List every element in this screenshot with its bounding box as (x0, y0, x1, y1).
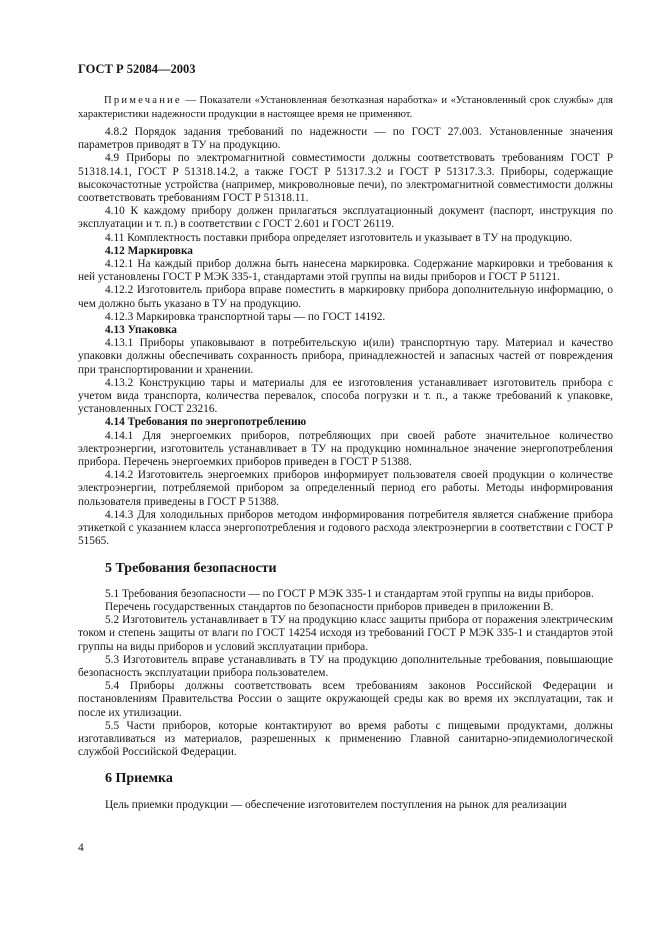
paragraph: 4.8.2 Порядок задания требований по надежности — по ГОСТ 27.003. Установленные значения параметров приводят в ТУ на продукцию. (78, 126, 613, 152)
note-block (78, 94, 613, 121)
paragraph: Цель приемки продукции — обеспечение изготовителем поступления на рынок для реализации (105, 798, 567, 811)
paragraph: 5.4 Приборы должны соответствовать всем требованиям законов Российской Федерации и постановлениям Правительства России о защите окружающей среды как во время их эксплуатации, так и после их утилизации. (78, 680, 613, 719)
paragraph: 5.3 Изготовитель вправе устанавливать в ТУ на продукцию дополнительные требования, повышающие безопасность эксплуатации прибора пользователем. (78, 653, 613, 679)
paragraph: 4.14.2 Изготовитель энергоемких приборов информирует пользователя своей продукции о количестве электроэнергии, потребляемой прибором за определенный период его работы. Методы информирования пользователя приведены в ГОСТ Р 51388. (78, 469, 613, 508)
paragraph: 5.2 Изготовитель устанавливает в ТУ на продукцию класс защиты прибора от поражения электрическим током и степень защиты от влаги по ГОСТ 14254 исходя из требований ГОСТ Р МЭК 335-1 и стандартов этой группы на виды приборов и условий эксплуатации прибора. (78, 614, 613, 653)
paragraph: Перечень государственных стандартов по безопасности приборов приведен в приложении В. (105, 600, 554, 613)
paragraph: 5.5 Части приборов, которые контактируют во время работы с пищевыми продуктами, должны изготавливаться из материалов, разрешенных к применению Главной санитарно-эпидемиологической службой Российской Федерации. (78, 719, 613, 759)
paragraph: 4.14.3 Для холодильных приборов методом информирования потребителя является снабжение прибора этикеткой с указанием класса энергопотребления и годового расхода электроэнергии в соответствии с ГОСТ Р 51565. (78, 508, 613, 548)
paragraph: 4.10 К каждому прибору должен прилагаться эксплуатационный документ (паспорт, инструкция по эксплуатации и т. п.) в соответствии с ГОСТ 2.601 и ГОСТ 26119. (78, 205, 613, 231)
paragraph: 5.1 Требования безопасности — по ГОСТ Р МЭК 335-1 и стандартам этой группы на виды приборов. (105, 587, 594, 600)
subsection-heading: 4.14 Требования по энергопотреблению (105, 416, 307, 429)
subsection-heading: 4.13 Упаковка (105, 324, 177, 337)
paragraph: 4.13.1 Приборы упаковывают в потребительскую и(или) транспортную тару. Материал и качество упаковки должны обеспечивать сохранность прибора, принадлежностей и запасных частей от повреждения при транспортировании и хранении. (78, 337, 613, 376)
document-header: ГОСТ Р 52084—2003 (78, 62, 196, 76)
page-number: 4 (78, 842, 84, 854)
note-label: Примечание (104, 95, 182, 106)
paragraph: 4.12.2 Изготовитель прибора вправе поместить в маркировку прибора дополнительную информацию, о чем должно быть указано в ТУ на продукцию. (78, 284, 613, 310)
paragraph: 4.13.2 Конструкцию тары и материалы для ее изготовления устанавливает изготовитель прибора с учетом вида транспорта, количества перевалок, способа погрузки и т. п., а также требований к упаковке, установленных ГОСТ 23216. (78, 376, 613, 416)
paragraph: 4.14.1 Для энергоемких приборов, потребляющих при своей работе значительное количество электроэнергии, изготовитель устанавливает в ТУ на продукцию номинальное значение энергопотребления прибора. Перечень энергоемких приборов приведен в ГОСТ Р 51388. (78, 429, 613, 469)
paragraph: 4.11 Комплектность поставки прибора определяет изготовитель и указывает в ТУ на продукцию. (105, 231, 573, 244)
note-text: — Показатели «Установленная безотказная наработка» и «Установленный срок службы» для характеристики надежности продукции в настоящее время не применяют. (78, 95, 613, 120)
paragraph: 4.12.1 На каждый прибор должна быть нанесена маркировка. Содержание маркировки и требования к ней установлены ГОСТ Р МЭК 335-1, стандартами этой группы на виды приборов и ГОСТ Р 51121. (78, 258, 613, 284)
document-body (78, 126, 613, 812)
section-heading: 6 Приемка (105, 771, 173, 787)
paragraph: 4.9 Приборы по электромагнитной совместимости должны соответствовать требованиям ГОСТ Р 51318.14.1, ГОСТ Р 51318.14.2, а также ГОСТ Р 51317.3.2 и ГОСТ Р 51317.3.3. Приборы, содержащие высокочастотные устройства (например, микроволновые печи), по электромагнитной совместимости должны соответствовать требованиям ГОСТ Р 51318.11. (78, 152, 613, 205)
subsection-heading: 4.12 Маркировка (105, 244, 193, 257)
section-heading: 5 Требования безопасности (105, 560, 277, 576)
paragraph: 4.12.3 Маркировка транспортной тары — по ГОСТ 14192. (105, 310, 386, 323)
